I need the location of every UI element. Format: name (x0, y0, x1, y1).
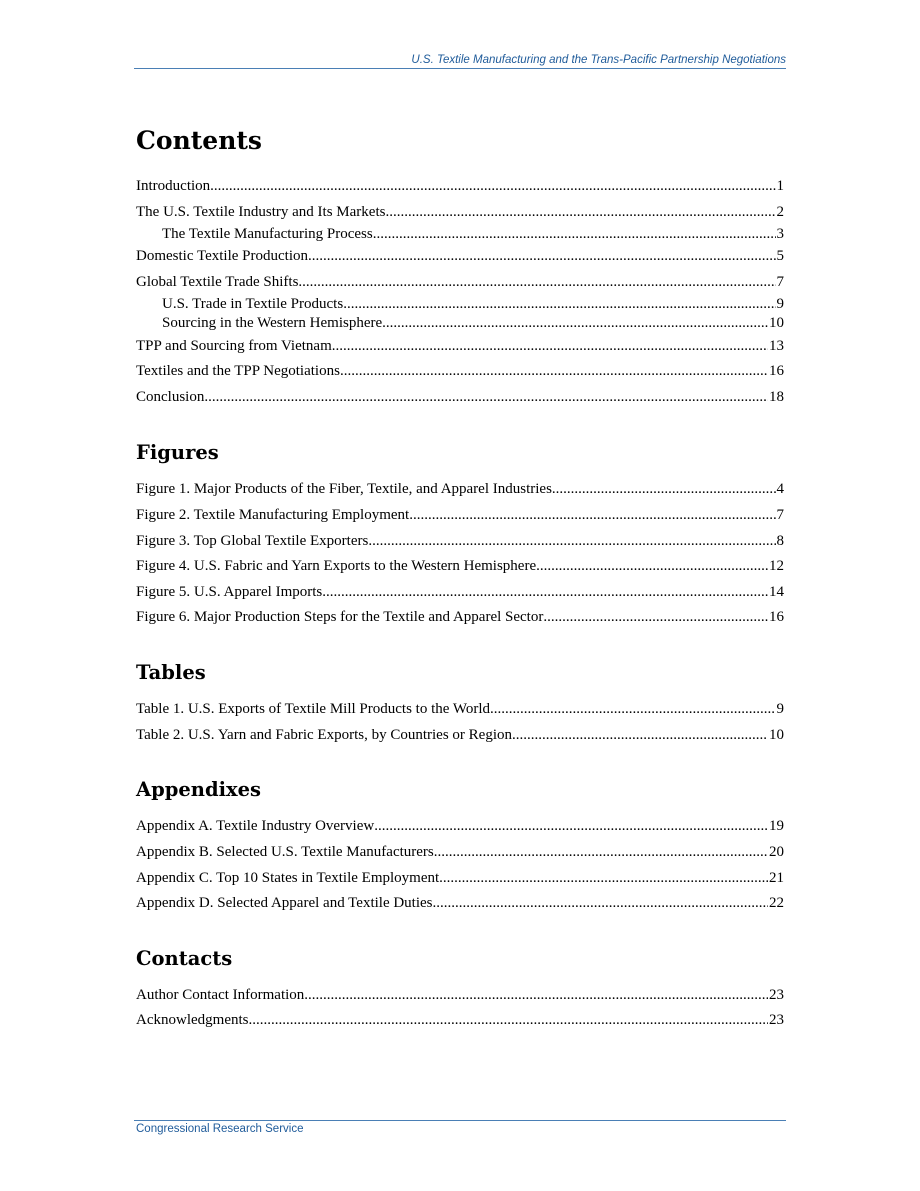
toc-entry-label: The Textile Manufacturing Process (162, 226, 373, 242)
toc-dot-leader (512, 726, 768, 744)
toc-page-number: 9 (776, 701, 784, 717)
toc-page-number: 13 (769, 338, 784, 354)
toc-entry-label: Author Contact Information (136, 987, 305, 1003)
toc-entry-label: The U.S. Textile Industry and Its Markets (136, 204, 386, 220)
toc-entry-manufacturing-process[interactable] (162, 225, 784, 243)
toc-dot-leader (204, 388, 768, 406)
toc-dot-leader (340, 362, 768, 380)
toc-entry-label: Table 2. U.S. Yarn and Fabric Exports, by Countries or Region (136, 727, 512, 743)
toc-entry-conclusion[interactable] (136, 388, 784, 406)
toc-entry-label: Figure 2. Textile Manufacturing Employment (136, 507, 410, 523)
toc-entry-figure-2[interactable] (136, 506, 784, 524)
toc-entry-tpp-vietnam[interactable] (136, 337, 784, 355)
toc-page-number: 16 (769, 609, 784, 625)
toc-page-number: 19 (769, 818, 784, 834)
contacts-title: Contacts (136, 947, 233, 970)
toc-dot-leader (298, 273, 775, 291)
toc-page-number: 7 (776, 274, 784, 290)
toc-entry-label: Figure 6. Major Production Steps for the Textile and Apparel Sector (136, 609, 544, 625)
figures-title: Figures (136, 441, 219, 464)
toc-entry-label: Conclusion (136, 389, 205, 405)
toc-page-number: 4 (776, 481, 784, 497)
toc-dot-leader (248, 1011, 768, 1029)
running-header: U.S. Textile Manufacturing and the Trans-Pacific Partnership Negotiations (411, 54, 786, 66)
toc-entry-tpp-negotiations[interactable] (136, 362, 784, 380)
toc-entry-table-2[interactable] (136, 726, 784, 744)
toc-dot-leader (552, 480, 776, 498)
running-footer: Congressional Research Service (136, 1123, 304, 1135)
toc-entry-figure-4[interactable] (136, 557, 784, 575)
toc-entry-label: Introduction (136, 178, 211, 194)
contents-title: Contents (136, 126, 263, 155)
toc-dot-leader (490, 700, 775, 718)
toc-dot-leader (433, 894, 768, 912)
toc-dot-leader (382, 314, 768, 332)
toc-entry-appendix-c[interactable] (136, 869, 784, 887)
toc-page-number: 5 (776, 248, 784, 264)
toc-dot-leader (543, 608, 768, 626)
toc-page-number: 9 (776, 296, 784, 312)
toc-entry-western-hemisphere[interactable] (162, 314, 784, 332)
toc-dot-leader (374, 817, 768, 835)
toc-page-number: 21 (769, 870, 784, 886)
toc-page-number: 23 (769, 987, 784, 1003)
toc-dot-leader (343, 295, 775, 313)
toc-page-number: 7 (776, 507, 784, 523)
toc-entry-figure-6[interactable] (136, 608, 784, 626)
toc-entry-label: Global Textile Trade Shifts (136, 274, 299, 290)
toc-entry-label: TPP and Sourcing from Vietnam (136, 338, 332, 354)
toc-dot-leader (210, 177, 775, 195)
toc-dot-leader (322, 583, 768, 601)
toc-dot-leader (409, 506, 775, 524)
toc-entry-label: Sourcing in the Western Hemisphere (162, 315, 383, 331)
toc-entry-figure-5[interactable] (136, 583, 784, 601)
toc-entry-figure-3[interactable] (136, 532, 784, 550)
toc-entry-global-trade-shifts[interactable] (136, 273, 784, 291)
toc-dot-leader (308, 247, 776, 265)
toc-entry-author-contact[interactable] (136, 986, 784, 1004)
toc-dot-leader (536, 557, 768, 575)
toc-entry-appendix-a[interactable] (136, 817, 784, 835)
toc-entry-domestic-production[interactable] (136, 247, 784, 265)
toc-entry-introduction[interactable] (136, 177, 784, 195)
toc-entry-label: Table 1. U.S. Exports of Textile Mill Products to the World (136, 701, 491, 717)
toc-page-number: 22 (769, 895, 784, 911)
toc-page-number: 10 (769, 727, 784, 743)
toc-entry-label: Appendix D. Selected Apparel and Textile Duties (136, 895, 433, 911)
toc-page-number: 2 (776, 204, 784, 220)
toc-page-number: 18 (769, 389, 784, 405)
tables-title: Tables (136, 661, 206, 684)
toc-entry-us-trade[interactable] (162, 295, 784, 313)
toc-page-number: 14 (769, 584, 784, 600)
toc-entry-label: Figure 4. U.S. Fabric and Yarn Exports to the Western Hemisphere (136, 558, 537, 574)
toc-entry-figure-1[interactable] (136, 480, 784, 498)
toc-entry-appendix-b[interactable] (136, 843, 784, 861)
toc-page-number: 8 (776, 533, 784, 549)
toc-entry-label: Figure 3. Top Global Textile Exporters (136, 533, 369, 549)
toc-entry-label: Figure 1. Major Products of the Fiber, Textile, and Apparel Industries (136, 481, 552, 497)
footer-divider (134, 1120, 786, 1121)
toc-entry-label: U.S. Trade in Textile Products (162, 296, 344, 312)
toc-dot-leader (434, 843, 768, 861)
toc-entry-label: Appendix A. Textile Industry Overview (136, 818, 375, 834)
toc-page-number: 12 (769, 558, 784, 574)
toc-dot-leader (368, 532, 775, 550)
toc-page-number: 10 (769, 315, 784, 331)
toc-dot-leader (332, 337, 768, 355)
toc-entry-label: Appendix C. Top 10 States in Textile Employment (136, 870, 440, 886)
toc-entry-industry-markets[interactable] (136, 203, 784, 221)
header-divider (134, 68, 786, 69)
toc-entry-label: Textiles and the TPP Negotiations (136, 363, 340, 379)
toc-page-number: 16 (769, 363, 784, 379)
appendixes-title: Appendixes (136, 778, 262, 801)
toc-page-number: 23 (769, 1012, 784, 1028)
toc-page-number: 1 (776, 178, 784, 194)
toc-page-number: 3 (776, 226, 784, 242)
toc-entry-acknowledgments[interactable] (136, 1011, 784, 1029)
toc-entry-label: Figure 5. U.S. Apparel Imports (136, 584, 323, 600)
toc-entry-table-1[interactable] (136, 700, 784, 718)
toc-entry-label: Domestic Textile Production (136, 248, 308, 264)
toc-page-number: 20 (769, 844, 784, 860)
toc-entry-label: Appendix B. Selected U.S. Textile Manufacturers (136, 844, 434, 860)
toc-dot-leader (385, 203, 775, 221)
toc-dot-leader (373, 225, 776, 243)
toc-entry-label: Acknowledgments (136, 1012, 249, 1028)
toc-dot-leader (304, 986, 768, 1004)
toc-dot-leader (439, 869, 768, 887)
toc-entry-appendix-d[interactable] (136, 894, 784, 912)
